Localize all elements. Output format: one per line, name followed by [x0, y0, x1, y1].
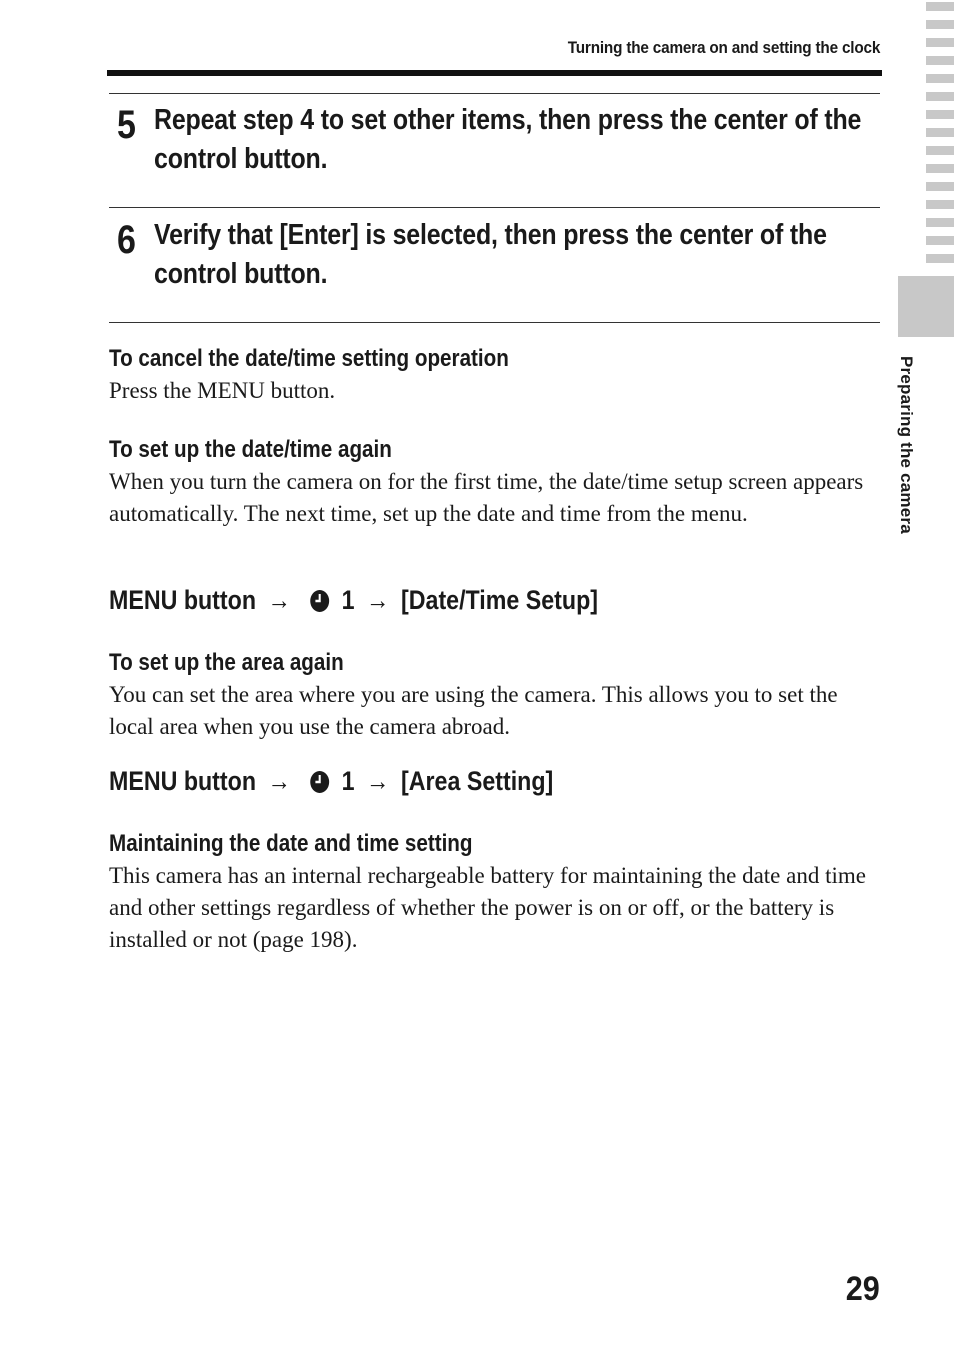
thumb-bar — [926, 38, 954, 47]
step-5 — [109, 101, 880, 201]
page-number: 29 — [845, 1270, 880, 1308]
step-text: Repeat step 4 to set other items, then press the center of the control button. — [154, 104, 862, 175]
step-divider — [109, 207, 880, 208]
menu-item: [Area Setting] — [401, 766, 554, 797]
step-divider-bottom — [109, 322, 880, 323]
clock-icon — [309, 589, 330, 613]
clock-icon — [309, 770, 330, 794]
arrow-icon: → — [366, 585, 390, 616]
thumb-bar — [926, 200, 954, 209]
thumb-bar — [926, 20, 954, 29]
menu-path-area — [109, 765, 553, 797]
section-body-setup: When you turn the camera on for the first time, the date/time setup screen appears automatically. The next time, set up the date and time from the menu. — [109, 469, 864, 526]
thumb-bar — [926, 2, 954, 11]
arrow-icon: → — [267, 585, 291, 616]
arrow-icon: → — [267, 766, 291, 797]
running-header: Turning the camera on and setting the clock — [567, 38, 880, 57]
section-heading-cancel: To cancel the date/time setting operation — [109, 345, 509, 372]
section-body-area: You can set the area where you are using the camera. This allows you to set the local area when you use the camera abroad. — [109, 682, 838, 739]
menu-path-date-time — [109, 584, 598, 616]
thumb-bar — [926, 182, 954, 191]
side-tab-label: Preparing the camera — [897, 356, 916, 534]
thumb-bar — [926, 92, 954, 101]
section-heading-setup: To set up the date/time again — [109, 436, 392, 463]
section-body-cancel: Press the MENU button. — [109, 378, 336, 403]
step-number: 6 — [117, 218, 136, 262]
step-6 — [109, 216, 880, 316]
thumb-bar — [926, 74, 954, 83]
menu-item: [Date/Time Setup] — [401, 585, 599, 616]
arrow-icon: → — [366, 766, 390, 797]
thumb-bar — [926, 254, 954, 263]
step-divider-top — [109, 93, 880, 94]
section-heading-area: To set up the area again — [109, 649, 344, 676]
step-number: 5 — [117, 103, 136, 147]
thumb-bar — [926, 236, 954, 245]
menu-start: MENU button — [109, 585, 257, 616]
menu-tab-number: 1 — [341, 766, 355, 797]
header-rule — [107, 70, 882, 76]
menu-start: MENU button — [109, 766, 257, 797]
thumb-bar — [926, 218, 954, 227]
thumb-bar — [926, 146, 954, 155]
section-heading-maintain: Maintaining the date and time setting — [109, 830, 473, 857]
thumb-bar — [926, 110, 954, 119]
step-text: Verify that [Enter] is selected, then press the center of the control button. — [154, 219, 827, 290]
thumb-bar — [926, 56, 954, 65]
thumb-tab-active — [898, 276, 954, 337]
thumb-bar — [926, 128, 954, 137]
section-body-maintain: This camera has an internal rechargeable battery for maintaining the date and time and other settings regardless of whether the power is on or off, or the battery is installed or not (page 198). — [109, 863, 866, 952]
menu-tab-number: 1 — [341, 585, 355, 616]
thumb-bar — [926, 164, 954, 173]
